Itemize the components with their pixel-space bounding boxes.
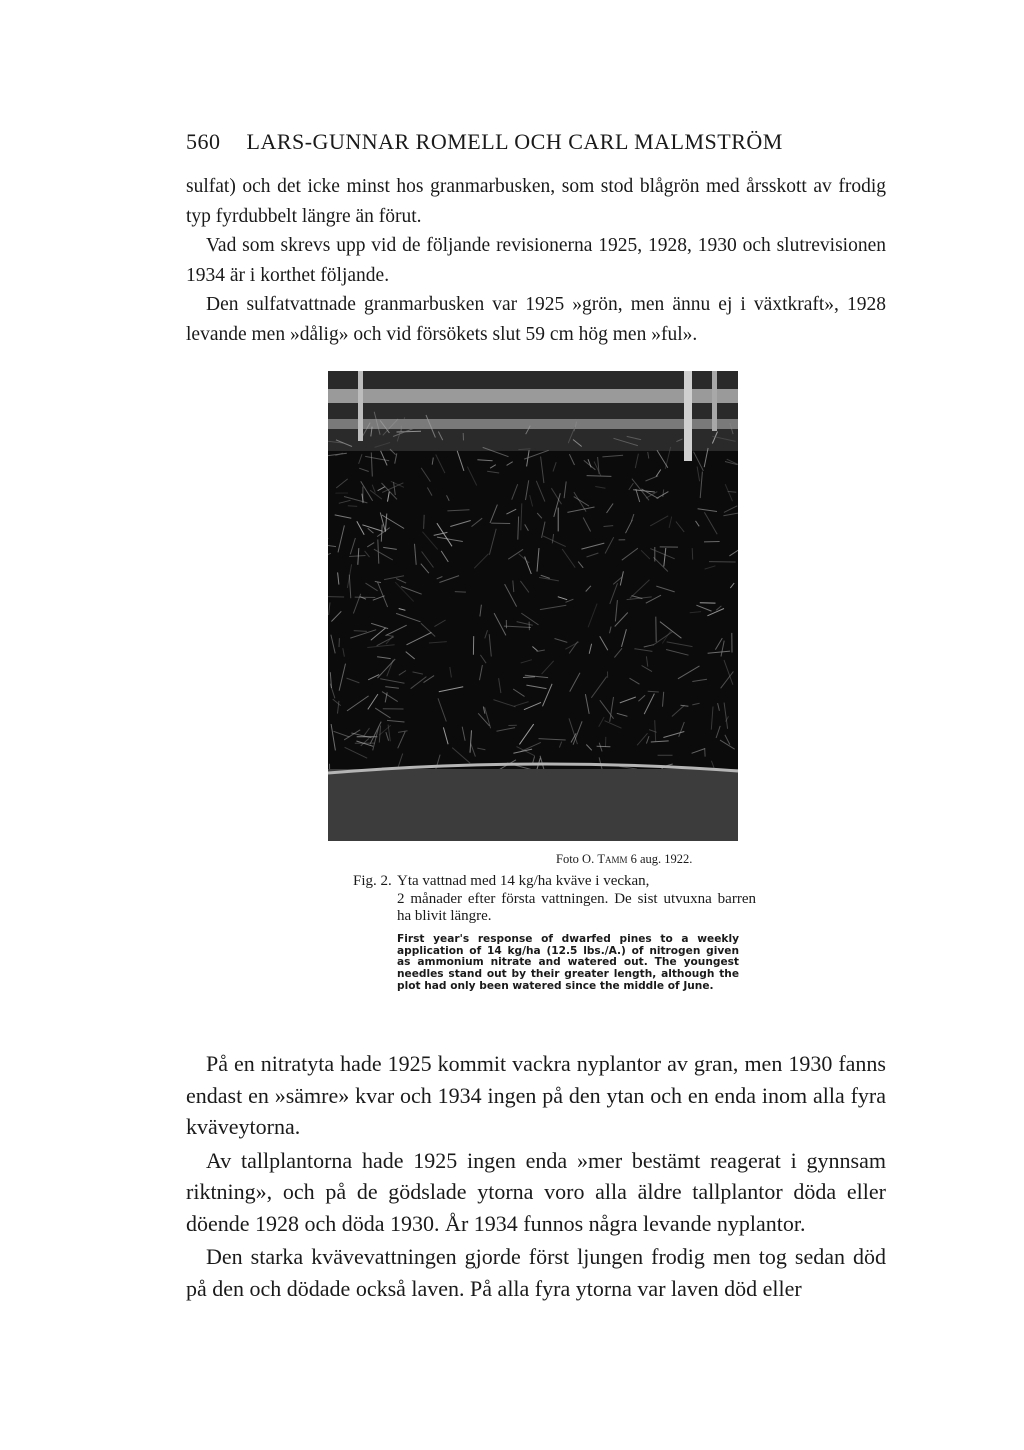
- running-header: [186, 129, 886, 155]
- body-text-bottom: [186, 1048, 886, 1304]
- body-text-top: [186, 172, 886, 349]
- paragraph: På en nitratyta hade 1925 kommit vackra nyplantor av gran, men 1930 fanns endast en »sämre» kvar och 1934 ingen på den ytan och en enda inom alla fyra kväveytorna.: [186, 1051, 886, 1139]
- paragraph: Den starka kvävevattningen gjorde först ljungen frodig men tog sedan död på den och dödade också laven. På alla fyra ytorna var laven död eller: [186, 1244, 886, 1301]
- page-number: 560: [186, 129, 221, 154]
- running-title: LARS-GUNNAR ROMELL OCH CARL MALMSTRÖM: [246, 129, 783, 154]
- figure-caption-swedish: [353, 873, 756, 926]
- paragraph: Av tallplantorna hade 1925 ingen enda »mer bestämt reagerat i gynnsam riktning», och på de gödslade ytorna voro alla äldre tallplantor döda eller döende 1928 och döda 1930. År 1934 funnos några levande nyplantor.: [186, 1147, 886, 1236]
- credit-name: Tamm: [597, 852, 628, 866]
- credit-date: 6 aug. 1922.: [630, 852, 693, 866]
- figure-label: Fig. 2.: [353, 873, 392, 889]
- caption-sv-first-line: Yta vattnad med 14 kg/ha kväve i veckan,: [397, 873, 650, 889]
- figure-caption-english: First year's response of dwarfed pines to a weekly application of 14 kg/ha (12.5 lbs./A.) of nitrogen given as ammonium nitrate and watered out. The youngest needles stand out by their greater length, although the plot had only been watered since the middle of June.: [397, 933, 739, 992]
- paragraph: Vad som skrevs upp vid de följande revisionerna 1925, 1928, 1930 och slutrevisionen 1934 är i korthet följande.: [186, 235, 886, 286]
- figure-photo: [328, 371, 738, 841]
- credit-prefix: Foto O.: [556, 852, 595, 866]
- caption-sv-rest: 2 månader efter första vattningen. De sist utvuxna barren ha blivit längre.: [397, 890, 756, 924]
- paragraph: sulfat) och det icke minst hos granmarbusken, som stod blågrön med årsskott av frodig typ fyrdubbelt längre än förut.: [186, 176, 886, 227]
- pine-plot-photo: [328, 371, 738, 841]
- paragraph: Den sulfatvattnade granmarbusken var 1925 »grön, men ännu ej i växtkraft», 1928 levande men »dålig» och vid försökets slut 59 cm hög men »ful».: [186, 294, 886, 345]
- photo-credit: [556, 852, 756, 867]
